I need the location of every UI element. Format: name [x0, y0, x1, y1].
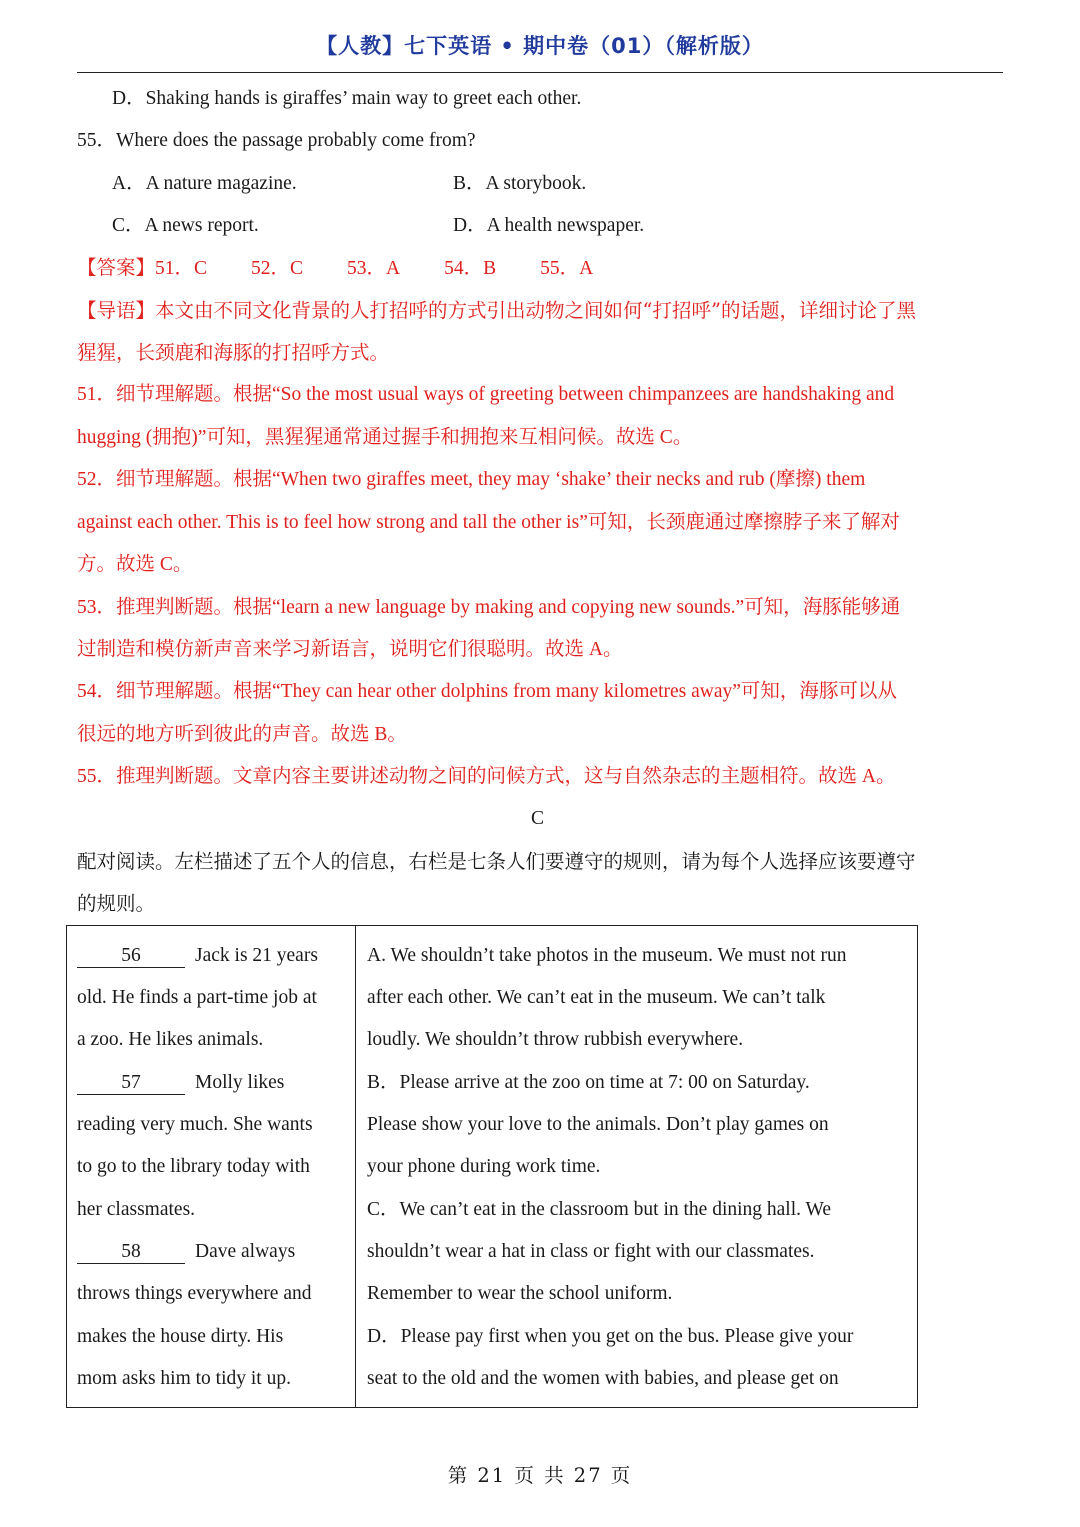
explanation-51-line-1: 51．细节理解题。根据“So the most usual ways of greeting between chimpanzees are handshaking and [77, 384, 895, 405]
explanation-51-line-2: hugging (拥抱)”可知，黑猩猩通常通过握手和拥抱来互相问候。故选 C。 [77, 427, 693, 448]
rule-line: seat to the old and the women with babies, and please get on [367, 1368, 839, 1389]
answer-52: 52．C [251, 258, 304, 279]
rule-line: C．We can’t eat in the classroom but in the dining hall. We [367, 1199, 832, 1220]
blank-57[interactable]: 57 [77, 1072, 185, 1095]
rule-line: D．Please pay first when you get on the bus. Please give your [367, 1326, 854, 1347]
blank-56[interactable]: 56 [77, 945, 185, 968]
rule-line: loudly. We shouldn’t throw rubbish everywhere. [367, 1029, 744, 1050]
rule-line: Please show your love to the animals. Don’t play games on [367, 1114, 829, 1135]
person-56-first-line [77, 942, 318, 970]
person-58-line-2: throws things everywhere and [77, 1283, 312, 1304]
person-57-line-4: her classmates. [77, 1199, 196, 1220]
q55-option-d: D．A health newspaper. [453, 215, 645, 236]
person-56-text: Jack is 21 years [195, 945, 318, 966]
person-58-line-4: mom asks him to tidy it up. [77, 1368, 291, 1389]
q55-option-b: B．A storybook. [453, 173, 587, 194]
blank-58[interactable]: 58 [77, 1241, 185, 1264]
matching-table-divider [355, 925, 356, 1408]
q55-question: 55．Where does the passage probably come from? [77, 130, 476, 151]
header-divider [77, 72, 1003, 73]
answer-label: 【答案】 [77, 256, 156, 279]
explanation-52-line-1: 52．细节理解题。根据“When two giraffes meet, they may ‘shake’ their necks and rub (摩擦) them [77, 469, 866, 490]
page-number: 第 21 页 共 27 页 [447, 1464, 633, 1487]
intro-line-2: 猩猩，长颈鹿和海豚的打招呼方式。 [77, 341, 390, 364]
q54-option-d: D．Shaking hands is giraffes’ main way to greet each other. [112, 88, 582, 109]
person-58-first-line [77, 1238, 295, 1266]
person-57-line-3: to go to the library today with [77, 1156, 310, 1177]
section-c-instruction-line-1: 配对阅读。左栏描述了五个人的信息，右栏是七条人们要遵守的规则，请为每个人选择应该要遵守 [77, 850, 916, 873]
rule-line: your phone during work time. [367, 1156, 601, 1177]
person-56-line-2: old. He finds a part-time job at [77, 987, 317, 1008]
answer-key [77, 254, 593, 283]
section-c-instruction-line-2: 的规则。 [77, 892, 156, 915]
rule-line: Remember to wear the school uniform. [367, 1283, 673, 1304]
section-c-letter: C [531, 808, 545, 829]
person-58-line-3: makes the house dirty. His [77, 1326, 284, 1347]
rule-line: shouldn’t wear a hat in class or fight with our classmates. [367, 1241, 815, 1262]
q55-option-a: A．A nature magazine. [112, 173, 297, 194]
answer-53: 53．A [347, 258, 401, 279]
explanation-55-line-1: 55．推理判断题。文章内容主要讲述动物之间的问候方式，这与自然杂志的主题相符。故选 A。 [77, 766, 896, 787]
rule-line: A. We shouldn’t take photos in the museum. We must not run [367, 945, 847, 966]
page-header-title: 【人教】七下英语 • 期中卷（01）（解析版） [316, 34, 764, 58]
person-58-text: Dave always [195, 1241, 296, 1262]
explanation-54-line-2: 很远的地方听到彼此的声音。故选 B。 [77, 724, 407, 745]
person-57-text: Molly likes [195, 1072, 285, 1093]
q55-option-c: C．A news report. [112, 215, 259, 236]
person-57-line-2: reading very much. She wants [77, 1114, 313, 1135]
explanation-53-line-2: 过制造和模仿新声音来学习新语言，说明它们很聪明。故选 A。 [77, 639, 623, 660]
person-57-first-line [77, 1069, 284, 1097]
answer-54: 54．B [444, 258, 497, 279]
rule-line: after each other. We can’t eat in the museum. We can’t talk [367, 987, 826, 1008]
explanation-53-line-1: 53．推理判断题。根据“learn a new language by making and copying new sounds.”可知，海豚能够通 [77, 597, 901, 618]
answer-51: 51．C [155, 258, 208, 279]
rule-line: B．Please arrive at the zoo on time at 7: 00 on Saturday. [367, 1072, 810, 1093]
person-56-line-3: a zoo. He likes animals. [77, 1029, 264, 1050]
explanation-52-line-3: 方。故选 C。 [77, 554, 193, 575]
intro-line-1: 【导语】本文由不同文化背景的人打招呼的方式引出动物之间如何“打招呼”的话题，详细讨论了黑 [77, 299, 916, 322]
explanation-54-line-1: 54．细节理解题。根据“They can hear other dolphins from many kilometres away”可知，海豚可以从 [77, 681, 897, 702]
answer-55: 55．A [540, 258, 594, 279]
explanation-52-line-2: against each other. This is to feel how strong and tall the other is”可知，长颈鹿通过摩擦脖子来了解对 [77, 512, 900, 533]
